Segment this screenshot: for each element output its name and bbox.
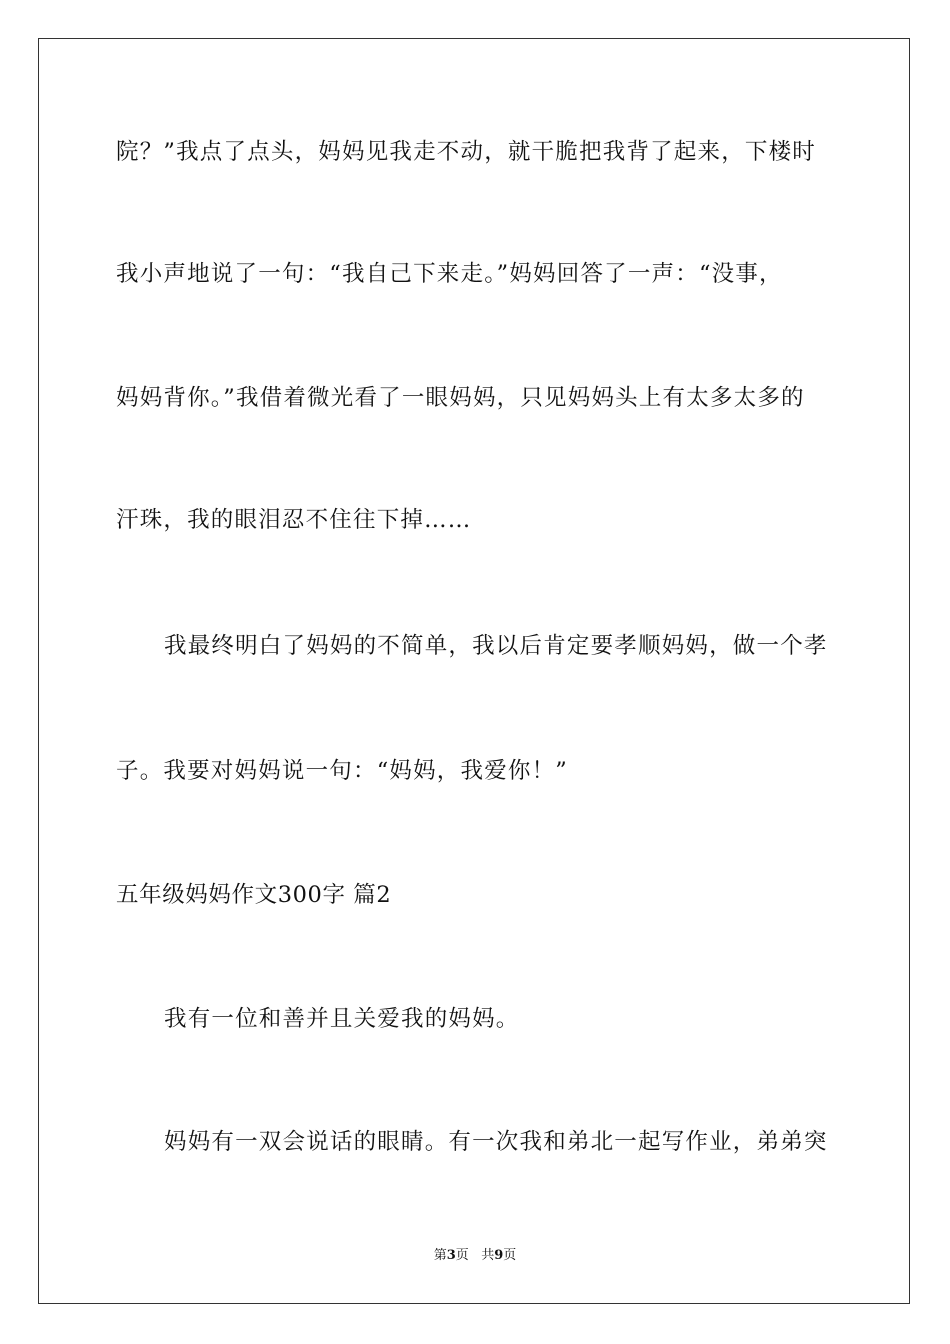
body-line-8: 妈妈有一双会说话的眼睛。有一次我和弟北一起写作业，弟弟突 xyxy=(164,1129,828,1155)
page-total: 9 xyxy=(494,1248,504,1263)
body-line-6: 子。我要对妈妈说一句：“妈妈，我爱你！” xyxy=(116,758,569,784)
page-current: 3 xyxy=(446,1248,456,1263)
body-line-5: 我最终明白了妈妈的不简单，我以后肯定要孝顺妈妈，做一个孝 xyxy=(164,633,828,659)
section-heading: 五年级妈妈作文300字 篇2 xyxy=(116,882,392,908)
page-footer xyxy=(0,1247,950,1265)
body-line-7: 我有一位和善并且关爱我的妈妈。 xyxy=(164,1006,520,1032)
body-line-4: 汗珠，我的眼泪忍不住往下掉…… xyxy=(116,507,472,533)
body-line-1: 院？”我点了点头，妈妈见我走不动，就干脆把我背了起来，下楼时 xyxy=(116,139,817,165)
page-border xyxy=(38,38,910,1304)
page-suffix: 页 xyxy=(503,1248,517,1263)
body-line-2: 我小声地说了一句：“我自己下来走。”妈妈回答了一声：“没事， xyxy=(116,261,783,287)
page-prefix: 第 xyxy=(433,1248,447,1263)
page-mid: 页 共 xyxy=(455,1248,495,1263)
body-line-3: 妈妈背你。”我借着微光看了一眼妈妈，只见妈妈头上有太多太多的 xyxy=(116,385,805,411)
